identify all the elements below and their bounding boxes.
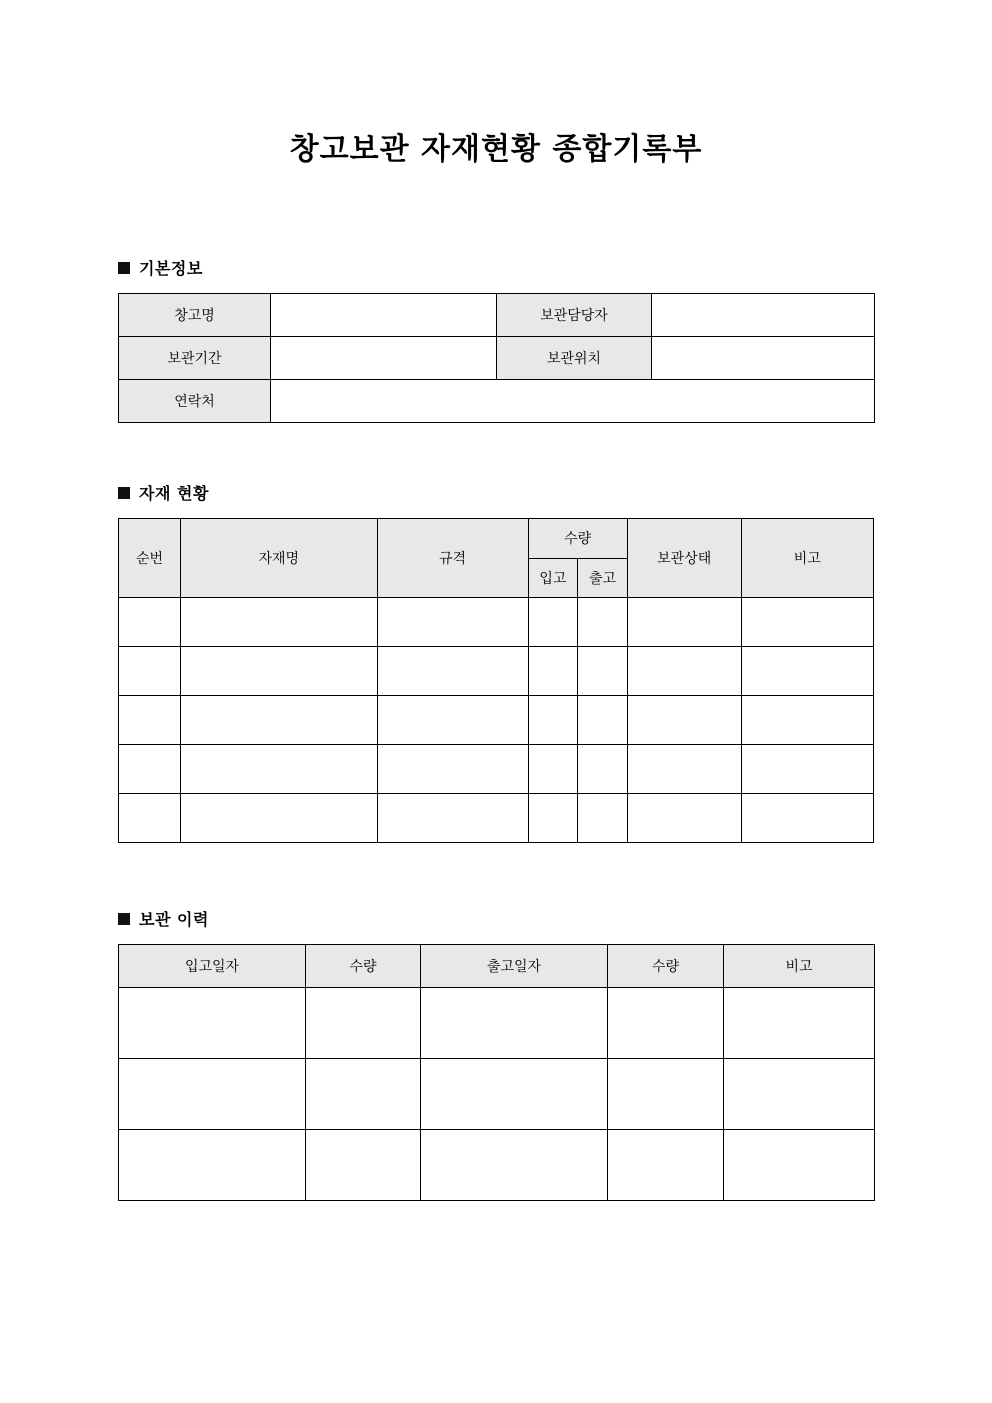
section-heading-label: 자재 현황 [139,484,209,503]
cell-quantity-out[interactable] [578,696,628,745]
filled-square-bullet-icon [118,262,130,274]
cell-no[interactable] [119,794,181,843]
table-row [119,988,875,1059]
cell-out-date[interactable] [421,1130,608,1201]
section-heading-label: 보관 이력 [139,910,209,929]
cell-note[interactable] [741,598,873,647]
cell-quantity-out[interactable] [578,598,628,647]
section-material-status [0,481,992,843]
column-header-quantity-in: 입고 [528,558,578,598]
cell-out-date[interactable] [421,1059,608,1130]
field-label-contact: 연락처 [119,380,271,423]
table-row [119,696,874,745]
cell-in-quantity[interactable] [306,1059,421,1130]
table-row [119,1130,875,1201]
cell-in-date[interactable] [119,1059,306,1130]
cell-note[interactable] [724,988,875,1059]
cell-no[interactable] [119,647,181,696]
section-heading-storage-history [118,907,874,930]
cell-storage-state[interactable] [627,647,741,696]
section-storage-history [0,907,992,1201]
table-row [119,647,874,696]
cell-quantity-out[interactable] [578,794,628,843]
cell-in-quantity[interactable] [306,988,421,1059]
cell-material-name[interactable] [181,598,378,647]
cell-material-name[interactable] [181,794,378,843]
cell-quantity-in[interactable] [528,647,578,696]
field-label-storage-location: 보관위치 [497,337,652,380]
cell-note[interactable] [741,696,873,745]
cell-out-date[interactable] [421,988,608,1059]
cell-material-name[interactable] [181,647,378,696]
field-value-contact[interactable] [271,380,875,423]
cell-no[interactable] [119,696,181,745]
title-spacer [0,168,992,256]
field-value-storage-manager[interactable] [652,294,875,337]
table-row [119,745,874,794]
cell-material-name[interactable] [181,696,378,745]
field-label-storage-period: 보관기간 [119,337,271,380]
cell-quantity-in[interactable] [528,745,578,794]
column-header-spec: 규격 [377,519,528,598]
cell-quantity-out[interactable] [578,647,628,696]
column-header-note: 비고 [741,519,873,598]
cell-storage-state[interactable] [627,745,741,794]
cell-spec[interactable] [377,745,528,794]
material-status-table [118,518,874,843]
table-header-row [119,519,874,559]
field-label-warehouse-name: 창고명 [119,294,271,337]
cell-storage-state[interactable] [627,794,741,843]
cell-material-name[interactable] [181,745,378,794]
basic-info-table [118,293,875,423]
section-heading-material-status [118,481,874,504]
section-spacer-2 [0,843,992,907]
field-value-storage-period[interactable] [271,337,497,380]
table-row [119,337,875,380]
cell-note[interactable] [741,745,873,794]
column-header-storage-state: 보관상태 [627,519,741,598]
cell-spec[interactable] [377,696,528,745]
cell-in-quantity[interactable] [306,1130,421,1201]
cell-no[interactable] [119,745,181,794]
section-spacer-1 [0,423,992,481]
column-header-out-date: 출고일자 [421,945,608,988]
filled-square-bullet-icon [118,913,130,925]
cell-spec[interactable] [377,794,528,843]
column-header-material-name: 자재명 [181,519,378,598]
cell-note[interactable] [741,794,873,843]
table-row [119,294,875,337]
cell-note[interactable] [724,1059,875,1130]
storage-history-table [118,944,875,1201]
cell-spec[interactable] [377,647,528,696]
table-header-row [119,945,875,988]
section-heading-label: 기본정보 [139,259,203,278]
cell-out-quantity[interactable] [608,1059,724,1130]
page-title: 창고보관 자재현황 종합기록부 [289,132,703,167]
column-header-note: 비고 [724,945,875,988]
cell-note[interactable] [741,647,873,696]
cell-in-date[interactable] [119,988,306,1059]
section-basic-info [0,256,992,423]
column-header-out-quantity: 수량 [608,945,724,988]
cell-storage-state[interactable] [627,598,741,647]
filled-square-bullet-icon [118,487,130,499]
field-value-storage-location[interactable] [652,337,875,380]
column-header-no: 순번 [119,519,181,598]
section-heading-basic-info [118,256,874,279]
column-header-quantity: 수량 [528,519,627,559]
table-row [119,794,874,843]
column-header-in-quantity: 수량 [306,945,421,988]
cell-spec[interactable] [377,598,528,647]
cell-quantity-in[interactable] [528,794,578,843]
field-value-warehouse-name[interactable] [271,294,497,337]
column-header-quantity-out: 출고 [578,558,628,598]
column-header-in-date: 입고일자 [119,945,306,988]
cell-quantity-out[interactable] [578,745,628,794]
cell-storage-state[interactable] [627,696,741,745]
cell-quantity-in[interactable] [528,696,578,745]
table-row [119,598,874,647]
cell-out-quantity[interactable] [608,1130,724,1201]
field-label-storage-manager: 보관담당자 [497,294,652,337]
cell-quantity-in[interactable] [528,598,578,647]
table-row [119,1059,875,1130]
cell-note[interactable] [724,1130,875,1201]
table-row [119,380,875,423]
cell-in-date[interactable] [119,1130,306,1201]
cell-out-quantity[interactable] [608,988,724,1059]
cell-no[interactable] [119,598,181,647]
